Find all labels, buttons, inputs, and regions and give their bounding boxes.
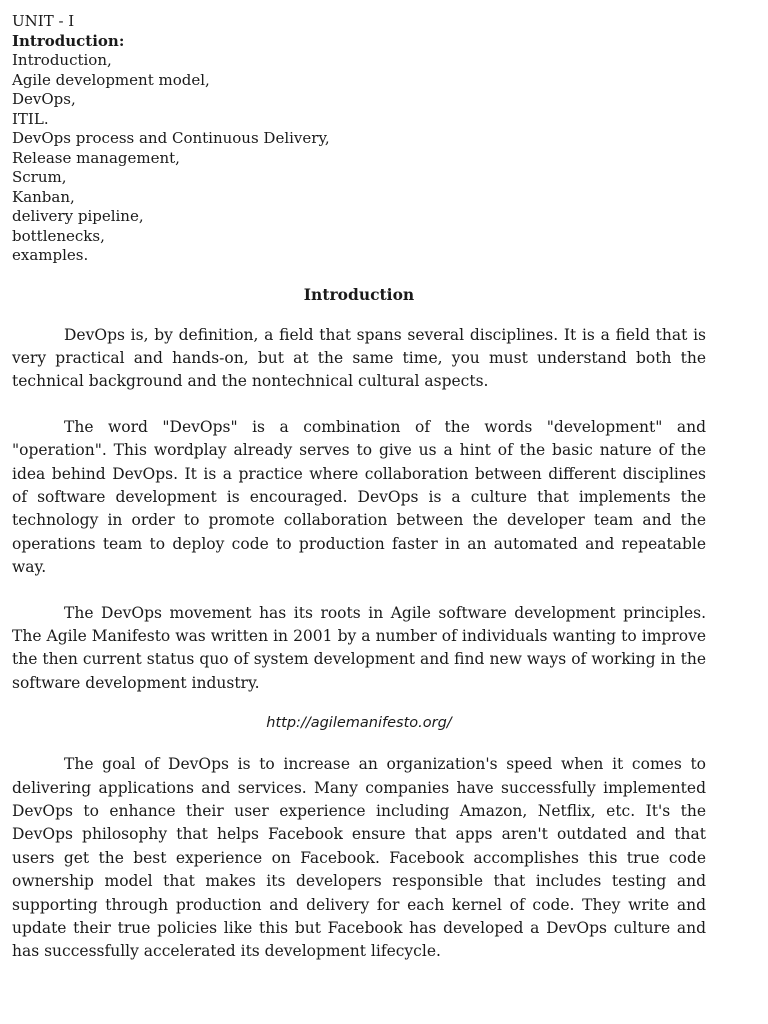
topic-item: Release management, <box>12 148 180 167</box>
paragraph: DevOps is, by definition, a field that spans several disciplines. It is a field that is very practical and hands-on, but at the same time, you must understand both the technical background and the nontechnical cultural aspects. <box>12 325 706 391</box>
agile-manifesto-link[interactable]: http://agilemanifesto.org/ <box>266 715 452 732</box>
section-heading: Introduction <box>303 284 415 304</box>
document-page <box>12 12 706 964</box>
topic-item: bottlenecks, <box>12 226 105 245</box>
topic-item: Agile development model, <box>12 70 210 89</box>
topic-item: delivery pipeline, <box>12 207 144 225</box>
topic-item: Scrum, <box>12 168 67 186</box>
topic-item: Introduction, <box>12 51 112 69</box>
topic-item: examples. <box>12 246 89 264</box>
unit-label: UNIT - I <box>12 12 75 30</box>
paragraph: The goal of DevOps is to increase an organization's speed when it comes to delivering applications and services. Many companies have successfully implemented DevOps to enhance their user experience including Amazon, Netflix, etc. It's the DevOps philosophy that helps Facebook ensure that apps aren't outdated and that users get the best experience on Facebook. Facebook accomplishes this true code ownership model that makes its developers responsible that includes testing and supporting through production and delivery for each kernel of code. They write and update their true policies like this but Facebook has developed a DevOps culture and has successfully accelerated its development lifecycle. <box>12 755 706 961</box>
topic-item: DevOps process and Continuous Delivery, <box>12 129 330 147</box>
unit-title: Introduction: <box>12 31 125 50</box>
topic-item: Kanban, <box>12 187 75 206</box>
topic-item: ITIL. <box>12 109 49 128</box>
paragraph: The DevOps movement has its roots in Agile software development principles. The Agile Manifesto was written in 2001 by a number of individuals wanting to improve the then current status quo of system development and find new ways of working in the software development industry. <box>12 603 706 692</box>
paragraph: The word "DevOps" is a combination of the words "development" and "operation". This wordplay already serves to give us a hint of the basic nature of the idea behind DevOps. It is a practice where collaboration between different disciplines of software development is encouraged. DevOps is a culture that implements the technology in order to promote collaboration between the developer team and the operations team to deploy code to production faster in an automated and repeatable way. <box>12 417 706 577</box>
unit-header <box>12 12 706 266</box>
topic-item: DevOps, <box>12 90 76 108</box>
